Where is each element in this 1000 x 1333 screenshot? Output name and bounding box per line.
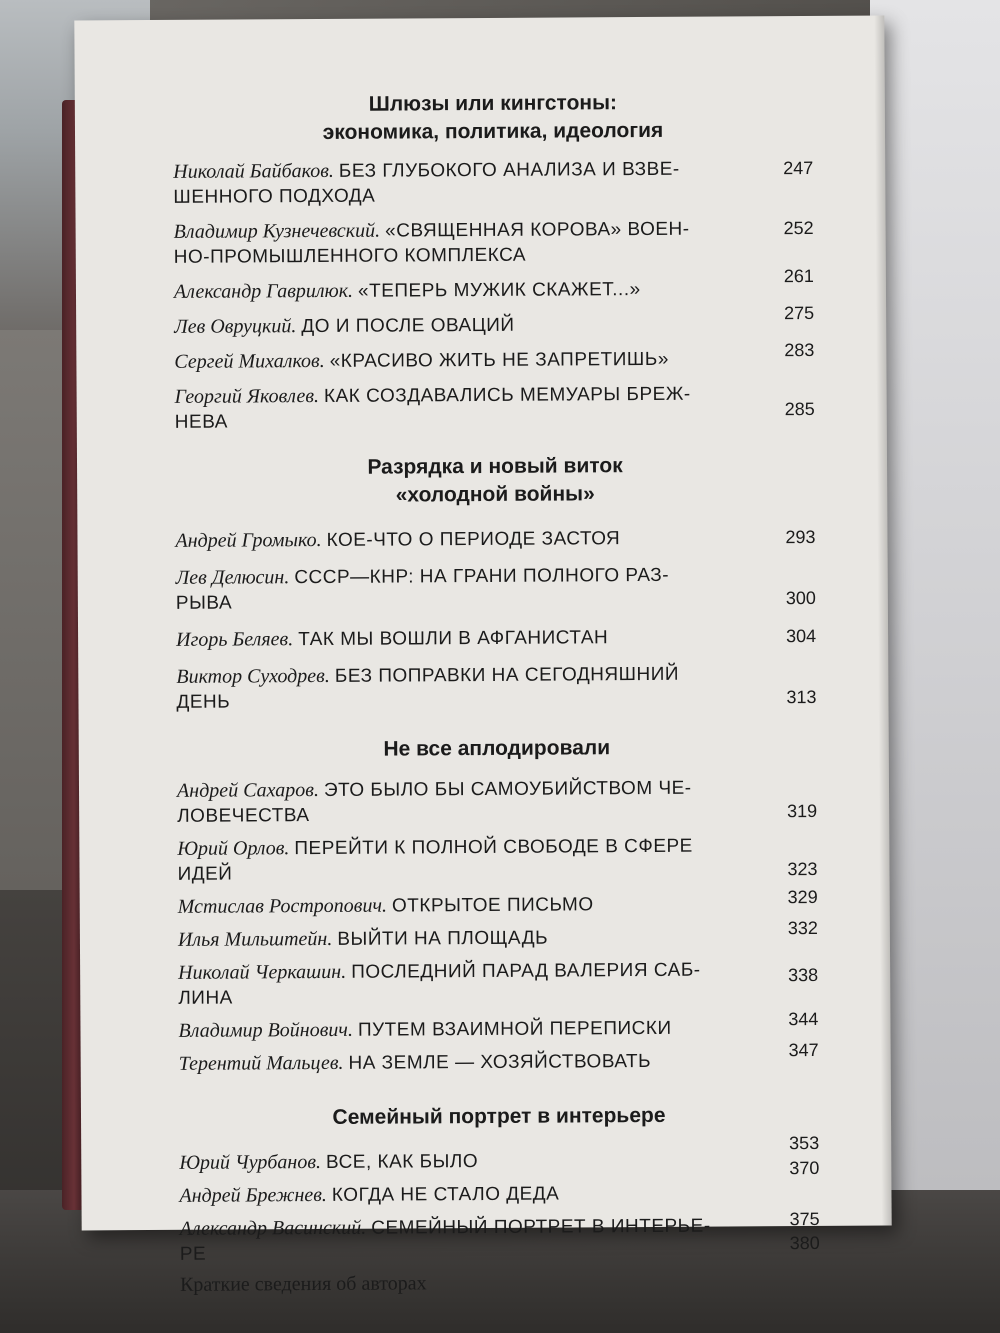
entry-title-cont: РЕ: [179, 1243, 207, 1265]
entry-page: 344: [788, 1008, 819, 1030]
entry-title: ВСЕ, КАК БЫЛО: [325, 1151, 479, 1173]
entry-author: Андрей Громыко.: [175, 528, 322, 552]
entry-page: 370: [789, 1157, 820, 1179]
entry-page: 313: [786, 686, 817, 708]
toc-section: [177, 733, 819, 1077]
entry-author: Игорь Беляев.: [176, 628, 294, 651]
entry-title: ВЫЙТИ НА ПЛОЩАДЬ: [337, 927, 549, 950]
entry-author: Георгий Яковлев.: [174, 384, 320, 408]
entry-page: 261: [783, 265, 814, 287]
entry-author: Николай Байбаков.: [173, 159, 334, 183]
entry-page: 319: [787, 800, 818, 822]
toc-entry: [173, 265, 814, 305]
entry-title: ПОСЛЕДНИЙ ПАРАД ВАЛЕРИЯ САБ-: [351, 959, 701, 983]
entry-author: Владимир Кузнечевский.: [173, 219, 381, 243]
section-title: Не все аплодировали: [383, 736, 611, 761]
toc-section: [173, 88, 815, 435]
toc-entry: [178, 1008, 819, 1044]
entry-page: 252: [783, 217, 814, 239]
book-page: [74, 16, 891, 1296]
entry-title-cont: ЛИНА: [178, 987, 233, 1009]
entry-title-cont: НЕВА: [174, 411, 228, 433]
entry-title: КАК СОЗДАВАЛИСЬ МЕМУАРЫ БРЕЖ-: [323, 383, 691, 407]
entry-title: ДО И ПОСЛЕ ОВАЦИЙ: [301, 314, 515, 338]
toc-section: [179, 1101, 820, 1267]
toc-entry: [174, 339, 815, 375]
entry-author: Сергей Михалков.: [174, 349, 325, 373]
entry-author: Илья Мильштейн.: [177, 927, 333, 951]
toc-entry: [174, 216, 814, 270]
entry-page: 293: [785, 526, 816, 548]
entry-title: СССР—КНР: НА ГРАНИ ПОЛНОГО РАЗ-: [294, 564, 670, 589]
entry-author: Лев Делюсин.: [175, 566, 290, 589]
toc-entry: [176, 562, 816, 616]
entry-page: 332: [787, 917, 818, 939]
toc-entry: [179, 1208, 820, 1267]
entry-author: Владимир Войнович.: [178, 1018, 353, 1042]
entry-author: Андрей Брежнев.: [179, 1183, 327, 1207]
entry-page: 380: [789, 1232, 820, 1254]
toc-entry: [177, 917, 818, 953]
entry-title: НА ЗЕМЛЕ — ХОЗЯЙСТВОВАТЬ: [348, 1050, 652, 1074]
entry-title: «КРАСИВО ЖИТЬ НЕ ЗАПРЕТИШЬ»: [329, 348, 669, 372]
toc-entry: [175, 525, 815, 554]
entry-author: Александр Васинский.: [179, 1216, 367, 1240]
entry-title-cont: ЛОВЕЧЕСТВА: [177, 805, 310, 827]
section-subtitle: экономика, политика, идеология: [322, 118, 664, 144]
section-title: Семейный портрет в интерьере: [332, 1103, 666, 1129]
entry-page: 285: [784, 398, 815, 420]
entry-title-cont: ШЕННОГО ПОДХОДА: [173, 185, 376, 208]
entry-author: Александр Гаврилюк.: [173, 279, 354, 303]
entry-title: КОГДА НЕ СТАЛО ДЕДА: [331, 1183, 560, 1206]
toc-entry: [177, 775, 817, 829]
entry-title-cont: ДЕНЬ: [176, 691, 231, 713]
entry-title: «СВЯЩЕННАЯ КОРОВА» ВОЕН-: [385, 218, 690, 242]
entry-page: 247: [783, 157, 814, 179]
entry-page: 353: [789, 1132, 820, 1154]
entry-title: ОТКРЫТОЕ ПИСЬМО: [391, 894, 594, 917]
toc-entry: [177, 886, 818, 920]
entry-title: ЭТО БЫЛО БЫ САМОУБИЙСТВОМ ЧЕ-: [323, 777, 692, 801]
toc-entry: [173, 156, 813, 210]
entry-author: Юрий Орлов.: [177, 837, 290, 860]
entry-title: БЕЗ ГЛУБОКОГО АНАЛИЗА И ВЗВЕ-: [338, 158, 680, 182]
entry-author: Юрий Чурбанов.: [179, 1150, 322, 1174]
entry-title: ТАК МЫ ВОШЛИ В АФГАНИСТАН: [298, 627, 609, 651]
entry-author: Терентий Мальцев.: [178, 1051, 344, 1075]
entry-page: 347: [788, 1039, 819, 1061]
toc-entry: [174, 302, 815, 340]
toc-entry: [176, 624, 816, 653]
entry-title-cont: РЫВА: [175, 592, 233, 614]
entry-title: СЕМЕЙНЫЙ ПОРТРЕТ В ИНТЕРЬЕ-: [371, 1215, 711, 1239]
entry-page: 275: [784, 302, 815, 324]
entry-title: ПЕРЕЙТИ К ПОЛНОЙ СВОБОДЕ В СФЕРЕ: [294, 835, 693, 860]
toc-entry: [177, 833, 817, 887]
entry-page: 338: [788, 964, 819, 986]
section-subtitle: «холодной войны»: [395, 482, 595, 507]
authors-info-label: Краткие сведения об авторах: [179, 1272, 427, 1296]
entry-title: ПУТЕМ ВЗАИМНОЙ ПЕРЕПИСКИ: [357, 1017, 672, 1041]
entry-author: Виктор Суходрев.: [176, 664, 330, 688]
entry-author: Николай Черкашин.: [178, 960, 347, 984]
toc-entry: [178, 1039, 819, 1077]
entry-author: Мстислав Ростропович.: [177, 894, 388, 918]
toc-entry: [176, 661, 816, 715]
toc-entry: [175, 381, 815, 435]
entry-page: 323: [787, 858, 818, 880]
entry-page: 300: [785, 587, 816, 609]
entry-title-cont: НО-ПРОМЫШЛЕННОГО КОМПЛЕКСА: [173, 244, 527, 268]
entry-page: 304: [785, 625, 817, 647]
toc-entry: [178, 957, 818, 1011]
entry-title: «ТЕПЕРЬ МУЖИК СКАЖЕТ...»: [357, 279, 641, 302]
entry-page: 329: [787, 886, 818, 908]
entry-title: БЕЗ ПОПРАВКИ НА СЕГОДНЯШНИЙ: [334, 663, 680, 687]
entry-author: Андрей Сахаров.: [176, 779, 319, 802]
entry-title-cont: ИДЕЙ: [177, 863, 233, 885]
entry-page: 283: [784, 339, 815, 361]
entry-author: Лев Овруцкий.: [174, 315, 297, 338]
section-title: Разрядка и новый виток: [367, 454, 623, 479]
toc-section: [175, 451, 817, 715]
toc-entry: [179, 1132, 820, 1176]
table-of-contents: [173, 86, 820, 1297]
section-title: Шлюзы или кингстоны:: [368, 91, 618, 116]
entry-title: КОЕ-ЧТО О ПЕРИОДЕ ЗАСТОЯ: [326, 528, 621, 551]
entry-page: 375: [789, 1208, 820, 1230]
